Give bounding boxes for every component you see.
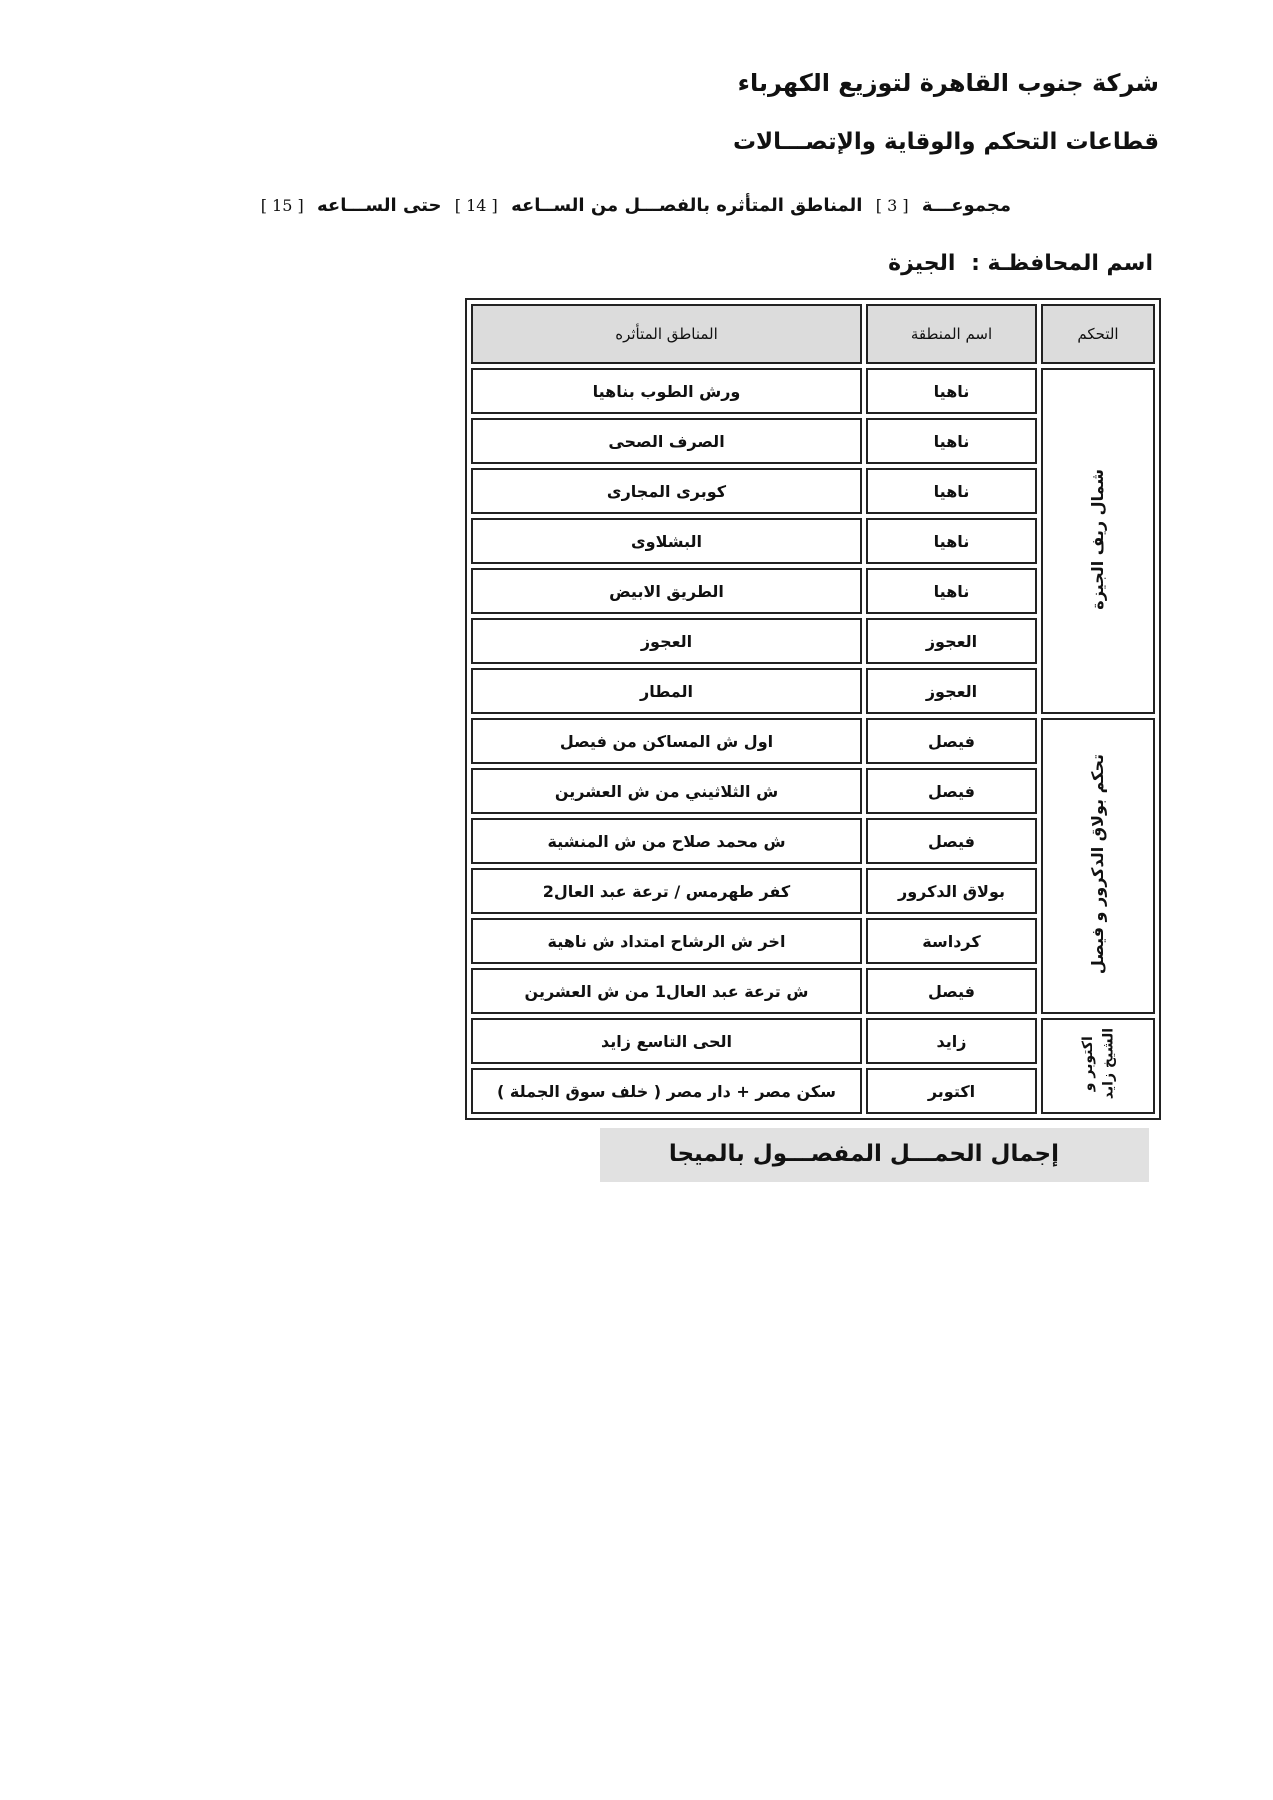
control-cell [1041, 1018, 1155, 1114]
to-hour: [ 15 ] [260, 196, 304, 215]
area-name-cell: بولاق الدكرور [866, 868, 1037, 914]
area-name-cell: ناهيا [866, 518, 1037, 564]
table-row [471, 718, 1155, 764]
until-label: حتى الســـاعه [317, 195, 442, 216]
affected-area-cell: اول ش المساكن من فيصل [471, 718, 862, 764]
area-name-cell: ناهيا [866, 568, 1037, 614]
control-cell [1041, 718, 1155, 1014]
control-line: الشيخ زايد [1100, 1028, 1116, 1100]
affected-area-cell: البشلاوى [471, 518, 862, 564]
control-cell [1041, 368, 1155, 714]
affected-area-cell: اخر ش الرشاح امتداد ش ناهية [471, 918, 862, 964]
table-header-row [471, 304, 1155, 364]
affected-areas-table [465, 298, 1161, 1120]
affected-area-cell: سكن مصر + دار مصر ( خلف سوق الجملة ) [471, 1068, 862, 1114]
affected-area-cell: ورش الطوب بناهيا [471, 368, 862, 414]
group-schedule-line [254, 194, 1011, 217]
sector-name: قطاعات التحكم والوقاية والإتصـــالات [732, 129, 1159, 155]
control-line: تحكم بولاق الدكرور و فيصل [1087, 753, 1107, 975]
affected-area-cell: ش محمد صلاح من ش المنشية [471, 818, 862, 864]
affected-area-cell: الطريق الابيض [471, 568, 862, 614]
group-number: [ 3 ] [875, 196, 909, 215]
area-name-cell: فيصل [866, 818, 1037, 864]
header-area-name: اسم المنطقة [866, 304, 1037, 364]
affected-area-cell: ش ترعة عبد العال1 من ش العشرين [471, 968, 862, 1014]
area-name-cell: العجوز [866, 668, 1037, 714]
affected-area-cell: كوبرى المجارى [471, 468, 862, 514]
affected-area-cell: الحى التاسع زايد [471, 1018, 862, 1064]
affected-area-cell: كفر طهرمس / ترعة عبد العال2 [471, 868, 862, 914]
area-name-cell: ناهيا [866, 418, 1037, 464]
area-name-cell: فيصل [866, 718, 1037, 764]
affected-area-cell: المطار [471, 668, 862, 714]
governorate-value: الجيزة [888, 251, 956, 276]
governorate-line [880, 250, 1153, 279]
from-hour: [ 14 ] [454, 196, 498, 215]
control-label [1078, 1028, 1119, 1099]
area-name-cell: اكتوبر [866, 1068, 1037, 1114]
table-row [471, 1018, 1155, 1064]
group-label: مجموعـــة [921, 195, 1011, 216]
control-label [1086, 754, 1111, 974]
area-name-cell: كرداسة [866, 918, 1037, 964]
total-load-label: إجمال الحمـــل المفصـــول بالميجا [668, 1141, 1059, 1167]
company-name: شركة جنوب القاهرة لتوزيع الكهرباء [737, 69, 1159, 97]
header-control: التحكم [1041, 304, 1155, 364]
affected-area-cell: العجوز [471, 618, 862, 664]
control-label [1086, 469, 1111, 610]
control-line: شمال ريف الجيزة [1087, 468, 1107, 610]
area-name-cell: زايد [866, 1018, 1037, 1064]
total-load-box [600, 1128, 1149, 1182]
area-name-cell: ناهيا [866, 468, 1037, 514]
area-name-cell: ناهيا [866, 368, 1037, 414]
affected-area-cell: الصرف الصحى [471, 418, 862, 464]
header-affected-areas: المناطق المتأثره [471, 304, 862, 364]
control-line: اكتوبر و [1079, 1036, 1096, 1092]
area-name-cell: فيصل [866, 768, 1037, 814]
area-name-cell: فيصل [866, 968, 1037, 1014]
area-name-cell: العجوز [866, 618, 1037, 664]
governorate-label: اسم المحافظـة : [971, 251, 1153, 276]
affected-label: المناطق المتأثره بالفصـــل من الســاعه [511, 195, 863, 216]
table-row [471, 368, 1155, 414]
affected-area-cell: ش الثلاثيني من ش العشرين [471, 768, 862, 814]
